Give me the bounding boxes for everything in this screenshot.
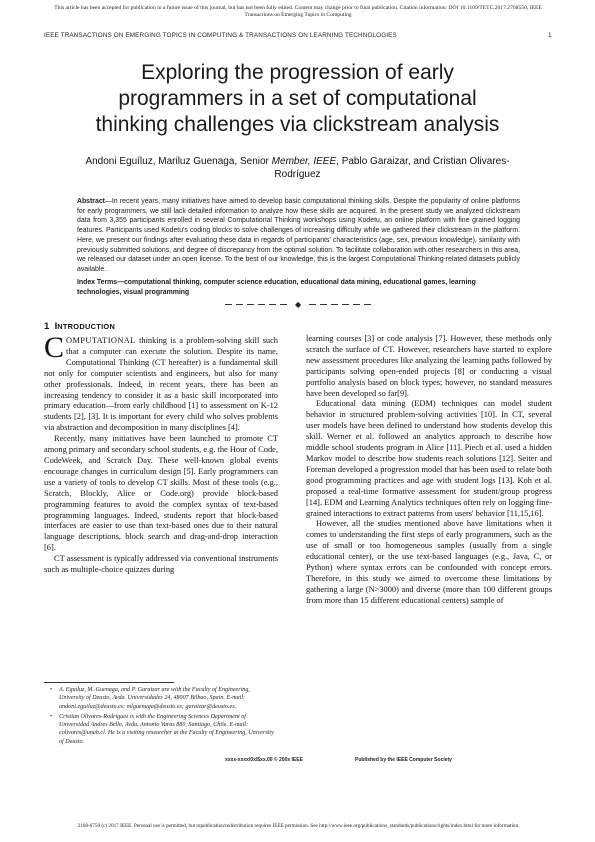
divider-dash (225, 304, 232, 305)
section-title-rest: NTRODUCTION (57, 322, 116, 331)
title-line-2: programmers in a set of computational (118, 87, 477, 110)
drop-cap: C (44, 331, 65, 364)
section-heading-introduction (44, 321, 278, 333)
section-number: 1 (44, 321, 50, 332)
index-terms: Index Terms—computational thinking, computer science education, educational data mining, educational games, learning technologies, visual programming (77, 279, 476, 296)
footnote-bullet: • (50, 687, 53, 693)
paragraph-3: CT assessment is typically addressed via conventional instruments such as multiple-choice quizzes during (44, 554, 278, 575)
footnote-rule (44, 682, 174, 683)
paragraph-2: Recently, many initiatives have been launched to promote CT among primary and secondary school students, e.g. the Hour of Code, CodeWeek, and Scratch Day. These well-known global events encourage changes in curriculum design [5]. Early programmers can use a variety of tools to develop CT skills. Most of these tools (e.g., Scratch, Blockly, Alice or Code.org) provide block-based programming features to avoid the complex syntax of text-based programming languages. Indeed, students report that block-based interfaces are easier to use than text-based ones due to their natural language descriptions, block search and drag-and-drop interaction [6]. (44, 434, 278, 553)
divider-dash (309, 304, 316, 305)
divider-dash (353, 304, 360, 305)
running-header: IEEE TRANSACTIONS ON EMERGING TOPICS IN COMPUTING & TRANSACTIONS ON LEARNING TECHNOLOGIES (44, 32, 397, 39)
authors-part-1: Andoni Eguíluz, Mariluz Guenaga, Senior (85, 156, 272, 167)
drop-cap-word: OMPUTATIONAL (66, 336, 136, 345)
authors-line-2: Rodríguez (274, 169, 321, 180)
author-list (40, 155, 555, 181)
left-column (44, 321, 278, 576)
abstract-label: Abstract (77, 198, 105, 205)
section-title-initial: I (54, 321, 58, 332)
paragraph-6: However, all the studies mentioned above have limitations when it comes to understanding the first steps of early programmers, such as the use of small or too homogeneous samples (usually from a single educational center), or the use text-based languages (e.g., Java, C, or Python) where syntax errors can be confounded with concept errors. Therefore, in this study we aimed to overcome these limitations by gathering a large (N>3000) and diverse (more than 100 different groups from more than 15 different educational centers) sample of (306, 519, 552, 605)
divider-dash (364, 304, 371, 305)
page-number: 1 (548, 32, 552, 39)
divider-diamond-icon: ◆ (295, 300, 302, 309)
paragraph-1-text: thinking is a problem-solving skill such that a computer can execute the solution. Despite its name, Computational Thinking (CT hereafter) is a fundamental skill not only for computer scientists and engineers, but also for many other professionals. Indeed, in recent years, there has been an increasing tendency to consider it as a basic skill incorporated into primary education—from early childhood [1] to assessment on K-12 students [2], [3]. It is important for every child who solves problems via abstraction and decomposition in many disciplines [4]. (44, 336, 278, 433)
paper-title (40, 60, 555, 138)
divider-dash (320, 304, 327, 305)
affiliation-footnotes (50, 686, 276, 748)
divider-dash (258, 304, 265, 305)
authors-member: Member, IEEE (271, 156, 337, 167)
divider-dash (269, 304, 276, 305)
acceptance-notice-line2: Transactions on Emerging Topics in Computing (244, 12, 352, 18)
right-column (306, 334, 552, 607)
footnote-item (50, 686, 276, 711)
divider-dash (331, 304, 338, 305)
divider-dash (342, 304, 349, 305)
footnote-text: Cristian Olivares-Rodríguez is with the Engineering Sciences Department of Universidad Andres Bello, Avda. Antonio Varas 880, Santiago, Chile. E-mail: colivares@unab.cl. He is a visiting researcher at the Faculty of Engineering, University of Deusto. (59, 713, 274, 745)
footer-copyright-code: xxxx-xxxx/0x/$xx.00 © 200x IEEE (225, 757, 303, 763)
paragraph-4: learning courses [3] or code analysis [7]. However, these methods only scratch the surface of CT. However, researchers have started to explore new assessment procedures like analyzing the learning paths followed by participants solving open-ended projects [8] or conducting a visual portfolio analysis based on block types; however, no standard measures have been developed so far[9]. (306, 334, 552, 398)
divider-dash (247, 304, 254, 305)
abstract (77, 197, 520, 275)
footnote-bullet: • (50, 713, 53, 720)
divider-dash (280, 304, 287, 305)
footnote-text: A. Eguíluz, M. Guenaga, and P. Garaizar are with the Faculty of Engineering, University of Deusto, Avda. Universidades 24, 48007 Bilbao, Spain. E-mail: andoni.eguiluz@deusto.es; mlguenaga@deusto.es; garaizar@deusto.es. (59, 687, 250, 710)
title-line-1: Exploring the progression of early (141, 61, 454, 84)
title-line-3: thinking challenges via clickstream analysis (95, 113, 500, 136)
acceptance-notice (18, 5, 578, 19)
footer-publisher: Published by the IEEE Computer Society (355, 757, 452, 763)
paragraph-5: Educational data mining (EDM) techniques can model student behavior in structured problem-solving activities [10]. In CT, several user models have been defined to understand how students develop this skill. Werner et al. followed an analytics approach to describe how middle school students program in Alice [11]. Piech et al. used a hidden Markov model to describe how students reach solutions [12]. Seiter and Foreman developed a progression model that has been used to relate both good programming practices and age with student logs [13]. Koh et al. proposed a real-time formative assessment for student/group progress [14]. EDM and Learning Analytics techniques often rely on logging fine-grained interactions to extract patterns from users' behavior [11,15,16]. (306, 399, 552, 518)
section-divider (0, 299, 595, 311)
paragraph-1 (44, 331, 278, 434)
authors-line-1 (40, 155, 555, 168)
acceptance-notice-line1: This article has been accepted for publication in a future issue of this journal, but has not been fully edited. Content may change prior to final publication. Citation information: DOI 10.1109/TETC.2017.2768550, IEEE (54, 5, 542, 11)
divider-dash (236, 304, 243, 305)
authors-part-2: , Pablo Garaizar, and Cristian Olivares- (336, 156, 510, 167)
abstract-text: —In recent years, many initiatives have aimed to develop basic computational thinking skills. Despite the popularity of online platforms for early programmers, we still lack detailed information to analyze how these skills are acquired. In the present study we analyzed clickstream data from 3,355 participants enrolled in several Computational Thinking workshops using Kodetu, an online platform with fine grained logging features. Participants used Kodetu's coding blocks to solve challenges of increasing difficulty while we gathered their clickstream in the platform. Here, we present our findings after evaluating these data in regards of participants' characteristics (age, sex, previous knowledge), similarity with previously submitted solutions, and degree of discrepancy from the optimal solution. To facilitate collaboration with other researchers in this area, we released our dataset under an open license. To the best of our knowledge, this is the largest Computational Thinking-related datasets publicly available. (77, 198, 520, 273)
footnote-item (50, 713, 276, 746)
copyright-notice: 2168-6750 (c) 2017 IEEE. Personal use is permitted, but republication/redistribution requires IEEE permission. See http://www.ieee.org/publications_standards/publications/rights/index.html for more information. (77, 823, 520, 829)
